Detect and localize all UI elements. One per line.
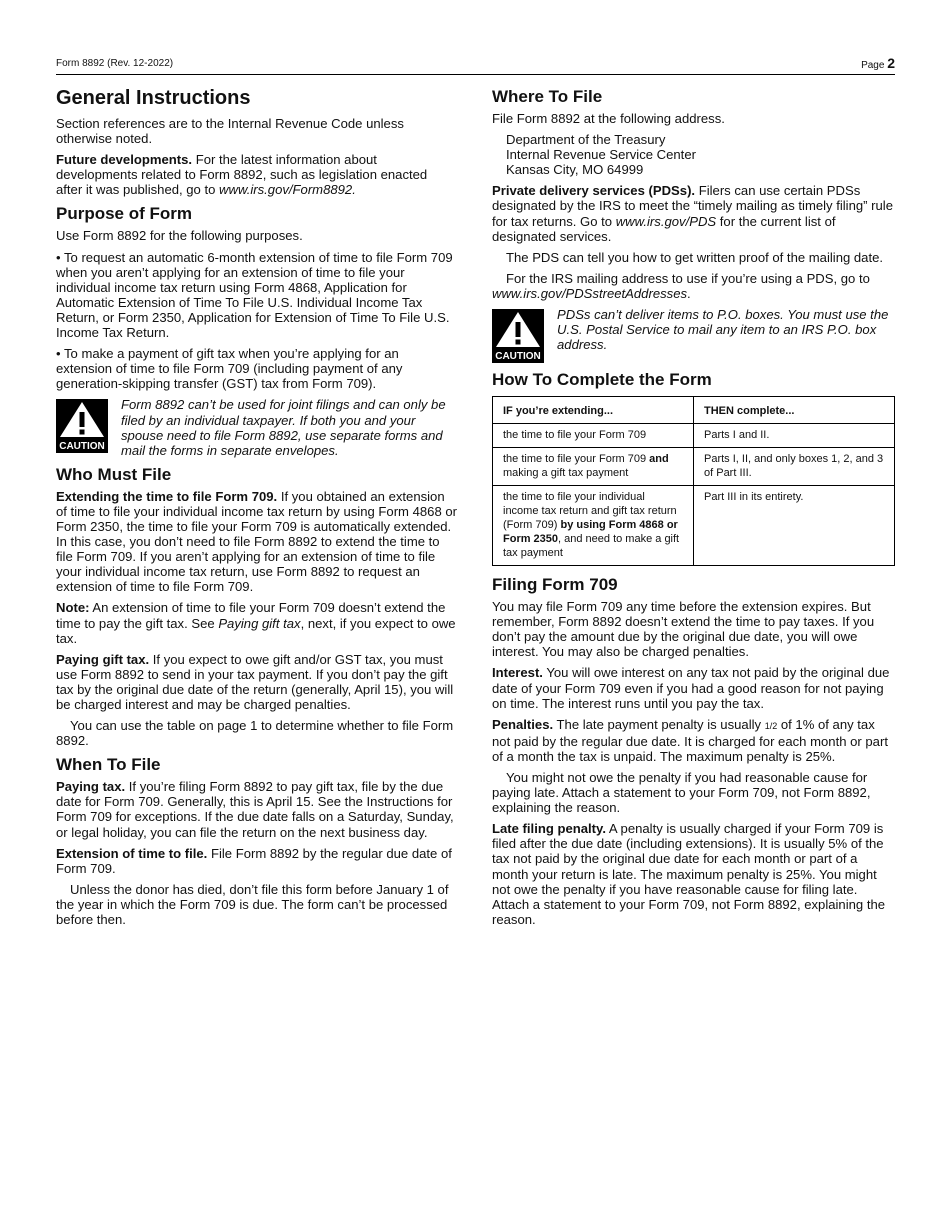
note-paragraph: Note: An extension of time to file your Form 709 doesn’t extend the time to pay the gift tax. See Paying gift tax, next, if you expect to owe tax.	[56, 600, 456, 646]
future-developments-paragraph: Future developments. For the latest information about developments related to Form 8892, such as legislation enacted after it was published, go to www.irs.gov/Form8892.	[56, 152, 428, 198]
pds-link[interactable]: www.irs.gov/PDS	[615, 213, 717, 229]
how-to-complete-heading: How To Complete the Form	[492, 370, 712, 390]
filing-form-709-heading: Filing Form 709	[492, 575, 618, 595]
caution-text: Form 8892 can’t be used for joint filings and can only be filed by an individual taxpayer. If both you and your spouse need to file Form 8892, use separate forms and mail the forms in separate envelopes.	[121, 397, 446, 458]
address-line: Department of the Treasury	[506, 132, 666, 148]
who-must-file-heading: Who Must File	[56, 464, 172, 484]
caution-icon	[492, 309, 544, 363]
paying-tax-paragraph: Paying tax. If you’re filing Form 8892 to pay gift tax, file by the due date for Form 709. Generally, this is April 15. See the Instructions for Form 709 for exceptions. If the due date falls on a Saturday, Sunday, or legal holiday, you can file the return on the next business day.	[56, 779, 454, 840]
where-to-file-heading: Where To File	[492, 87, 603, 106]
penalties-paragraph: Penalties. The late payment penalty is usually 1/2 of 1% of any tax not paid by the regular due date. It is charged for each month or part of a month the tax is unpaid. The maximum penalty is 25%.	[492, 716, 888, 764]
paying-gift-tax-paragraph: Paying gift tax. If you expect to owe gift and/or GST tax, you must use Form 8892 to send in your tax payment. If you don’t pay the gift tax by the original due date of the return (generally, April 15), you will be charged interest and may be charged penalties.	[56, 651, 454, 712]
table-cell: the time to file your individual income tax return and gift tax return (Form 709) by using Form 4868 or Form 2350, and need to make a gift tax payment	[493, 486, 694, 566]
table-row	[493, 424, 895, 448]
caution-text: PDSs can’t deliver items to P.O. boxes. You must use the U.S. Postal Service to mail any item to an IRS P.O. box address.	[557, 307, 889, 353]
irs-address	[506, 132, 895, 177]
page-number: Page 2	[861, 55, 895, 71]
caution-icon	[56, 399, 108, 453]
caution-box	[492, 307, 895, 363]
table-cell: Parts I, II, and only boxes 1, 2, and 3 of Part III.	[694, 448, 895, 486]
form-id: Form 8892 (Rev. 12-2022)	[56, 58, 174, 69]
pds-paragraph: Private delivery services (PDSs). Filers can use certain PDSs designated by the IRS to meet the “timely mailing as timely filing” rule for tax returns. Go to www.irs.gov/PDS for the current list of designated services.	[492, 183, 893, 244]
table-header-cell: THEN complete...	[694, 397, 895, 424]
table-cell: the time to file your Form 709	[493, 424, 694, 448]
filing-paragraph: You may file Form 709 any time before the extension expires. But remember, Form 8892 doesn’t extend the time to pay taxes. If you don’t pay the amount due by the original due date, you will owe interest. You may also be charged penalties.	[492, 599, 875, 660]
general-paragraph: Section references are to the Internal Revenue Code unless otherwise noted.	[56, 116, 404, 147]
caution-label: CAUTION	[59, 441, 105, 453]
when-to-file-heading: When To File	[56, 755, 161, 775]
pds-address-paragraph: For the IRS mailing address to use if you’re using a PDS, go to www.irs.gov/PDSstreetAddresses.	[492, 270, 870, 301]
purpose-paragraph: Use Form 8892 for the following purposes.	[56, 228, 303, 244]
page-header	[56, 55, 895, 75]
table-note-paragraph: You can use the table on page 1 to determine whether to file Form 8892.	[56, 718, 454, 749]
right-column	[492, 84, 895, 933]
late-filing-paragraph: Late filing penalty. A penalty is usually charged if your Form 709 is filed after the due date (including extensions). It is usually 5% of the tax not paid by the original due date for each month or part of a month your return is late. The maximum penalty is 25%. You might not owe the penalty if you have reasonable cause for filing late. Attach a statement to your Form 709, not Form 8892, explaining the reason.	[492, 821, 886, 927]
completion-table	[492, 396, 895, 566]
address-line: Kansas City, MO 64999	[506, 162, 644, 178]
table-cell: Parts I and II.	[694, 424, 895, 448]
caution-box	[56, 397, 457, 457]
purpose-bullet-1: • To request an automatic 6-month extension of time to file Form 709 when you aren’t applying for an extension of time to file your individual income tax return using Form 4868, Application for Automatic Extension of Time To File U.S. Individual Income Tax Return, or Form 2350, Application for Extension of Time To File U.S. Income Tax Return.	[56, 249, 453, 341]
pds-proof-paragraph: The PDS can tell you how to get written proof of the mailing date.	[506, 249, 884, 265]
who-paragraph: Extending the time to file Form 709. If you obtained an extension of time to file your individual income tax return by using Form 4868 or Form 2350, the time to file your Form 709 is automatically extended. In this case, you don’t need to file Form 8892 to extend the time to file Form 709. If you aren’t applying for an extension of time to file your individual income tax return, use Form 8892 to request an extension of time to file Form 709.	[56, 488, 458, 595]
extension-paragraph: Extension of time to file. File Form 8892 by the regular due date of Form 709.	[56, 845, 452, 876]
pds-street-addresses-link[interactable]: www.irs.gov/PDSstreetAddresses	[492, 285, 688, 301]
address-line: Internal Revenue Service Center	[506, 147, 696, 163]
donor-paragraph: Unless the donor has died, don’t file this form before January 1 of the year in which the Form 709 is due. The form can’t be processed before then.	[56, 881, 449, 928]
interest-paragraph: Interest. You will owe interest on any tax not paid by the original due date of your Form 709 even if you had a good reason for not paying on time. The interest runs until you pay the tax.	[492, 665, 890, 711]
general-instructions-heading: General Instructions	[56, 87, 251, 109]
table-cell: the time to file your Form 709 and making a gift tax payment	[493, 448, 694, 486]
purpose-heading: Purpose of Form	[56, 204, 193, 224]
reasonable-cause-paragraph: You might not owe the penalty if you had reasonable cause for paying late. Attach a statement to your Form 709, not Form 8892, explaining the reason.	[492, 769, 871, 816]
table-row	[493, 448, 895, 486]
table-header-row	[493, 397, 895, 424]
where-paragraph: File Form 8892 at the following address.	[492, 111, 725, 126]
purpose-bullet-2: • To make a payment of gift tax when you’re applying for an extension of time to file Form 709 (including payment of any generation-skipping transfer (GST) tax from Form 709).	[56, 346, 403, 392]
left-column	[56, 84, 457, 933]
table-row	[493, 486, 895, 566]
caution-label: CAUTION	[495, 351, 541, 363]
form8892-link[interactable]: www.irs.gov/Form8892.	[219, 182, 356, 198]
table-header-cell: IF you’re extending...	[493, 397, 694, 424]
table-cell: Part III in its entirety.	[694, 486, 895, 566]
